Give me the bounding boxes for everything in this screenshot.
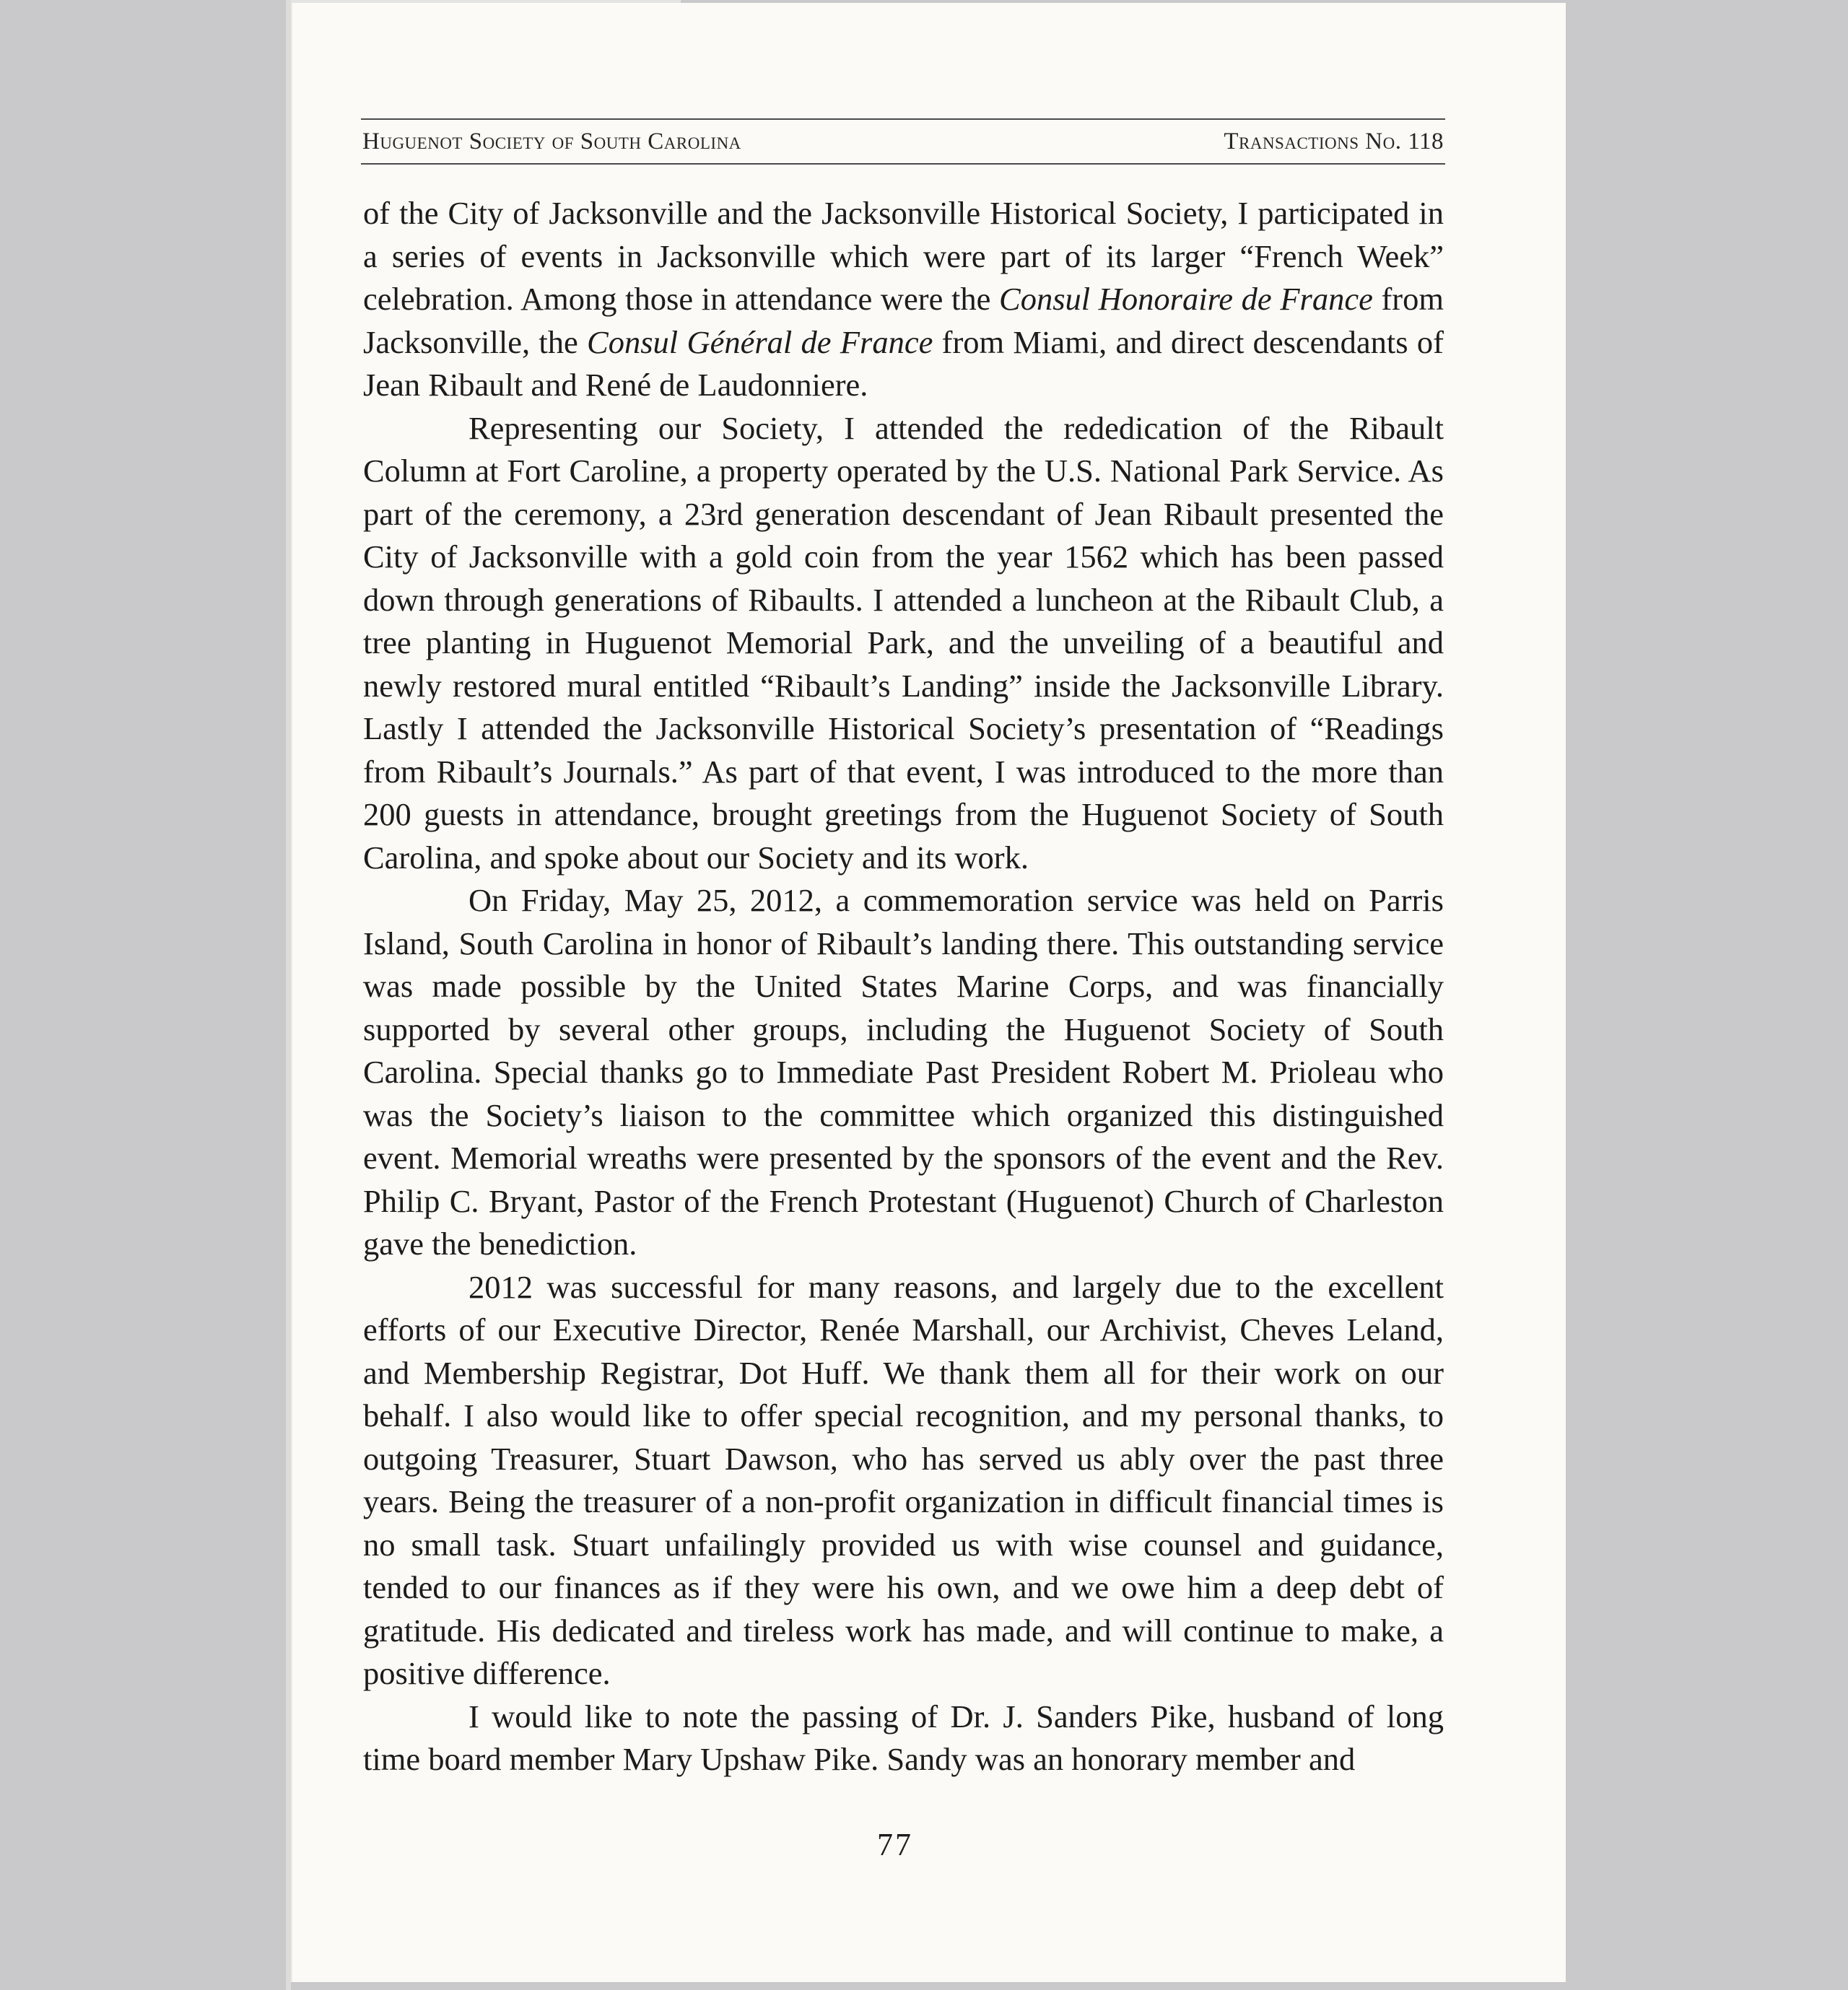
running-head (361, 118, 1445, 165)
paragraph-1-text-a: of the City of Jacksonville and the Jacksonville Historical Society, I participated in a series of events in Jacksonville which were part of its larger “French Week” celebration. Among those in attendance were the (363, 195, 1444, 317)
running-head-issue: Transactions No. 118 (1224, 128, 1444, 154)
scan-shadow-left (286, 0, 291, 1990)
consul-honoraire-title: Consul Honoraire de France (999, 281, 1373, 317)
paragraph-4: 2012 was successful for many reasons, and largely due to the excellent efforts of our Executive Director, Renée Marshall, our Archivist, Cheves Leland, and Membership Registrar, Dot Huff. We thank them all for their work on our behalf. I also would like to offer special recognition, and my personal thanks, to outgoing Treasurer, Stuart Dawson, who has served us ably over the past three years. Being the treasurer of a non-profit organization in difficult financial times is no small task. Stuart unfailingly provided us with wise counsel and guidance, tended to our finances as if they were his own, and we owe him a deep debt of gratitude. His dedicated and tireless work has made, and will continue to make, a positive difference. (363, 1268, 1444, 1691)
paragraph-2: Representing our Society, I attended the rededication of the Ribault Column at Fort Caroline, a property operated by the U.S. National Park Service. As part of the ceremony, a 23rd generation descendant of Jean Ribault presented the City of Jacksonville with a gold coin from the year 1562 which has been passed down through generations of Ribaults. I attended a luncheon at the Ribault Club, a tree planting in Huguenot Memorial Park, and the unveiling of a beautiful and newly restored mural entitled “Ribault’s Landing” inside the Jacksonville Library. Lastly I attended the Jacksonville Historical Society’s presentation of “Readings from Ribault’s Journals.” As part of that event, I was introduced to the more than 200 guests in attendance, brought greetings from the Huguenot Society of South Carolina, and spoke about our Society and its work. (363, 409, 1444, 876)
body-text (363, 192, 1444, 1781)
consul-general-title: Consul Général de France (587, 323, 933, 360)
paragraph-1 (363, 192, 1444, 407)
page-number: 77 (877, 1827, 913, 1862)
paragraph-1-text-e: from Miami, and direct descendants of Jean Ribault and René de Laudonniere. (363, 323, 1444, 403)
running-head-title: Huguenot Society of South Carolina (362, 128, 741, 154)
paragraph-1-text-c: from Jacksonville, the (363, 281, 1444, 360)
paragraph-3: On Friday, May 25, 2012, a commemoration service was held on Parris Island, South Carolina in honor of Ribault’s landing there. This outstanding service was made possible by the United States Marine Corps, and was financially supported by several other groups, including the Huguenot Society of South Carolina. Special thanks go to Immediate Past President Robert M. Prioleau who was the Society’s liaison to the committee which organized this distinguished event. Memorial wreaths were presented by the sponsors of the event and the Rev. Philip C. Bryant, Pastor of the French Protestant (Huguenot) Church of Charleston gave the benediction. (363, 882, 1444, 1262)
paragraph-5: I would like to note the passing of Dr. J. Sanders Pike, husband of long time board member Mary Upshaw Pike. Sandy was an honorary member and (363, 1698, 1444, 1777)
